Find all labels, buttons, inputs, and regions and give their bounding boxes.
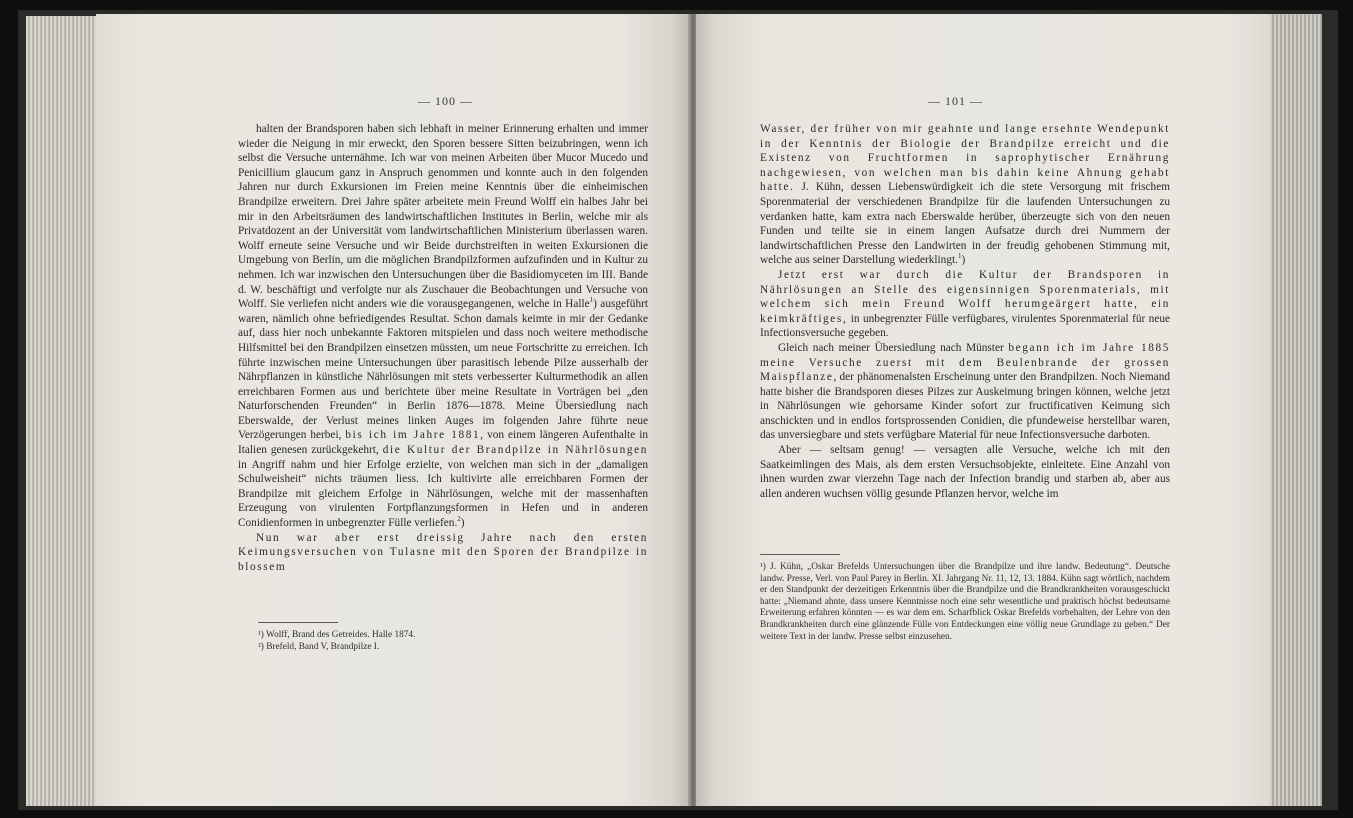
right-page (696, 14, 1270, 806)
left-paragraph (238, 122, 648, 531)
footnote-marker: 2 (457, 515, 461, 524)
spaced-text: bis ich im Jahre 1881 (345, 429, 481, 442)
text-run: Gleich nach meiner Übersiedlung nach Münster (778, 341, 1009, 354)
left-footnote-rule (258, 622, 338, 623)
right-page-body (760, 122, 1170, 501)
footnote-marker: 1 (957, 252, 962, 261)
text-run: halten der Brandsporen haben sich lebhaft in meiner Erinnerung erhalten und immer wieder die Neigung in mir erweckt, den Sporen bessere Sitten beizubringen, wenn ich selbst die Versuche unternähme. Ich war von meinen Arbeiten über Mucor Mucedo und Penicillium glaucum ganz in Anspruch genommen und konnte auch in den folgenden Jahren nur durch Exkursionen im Freien meine Kenntnis über die einheimischen Brandpilze erweitern. Drei Jahre später arbeitete mein Freund Wolff ein halbes Jahr bei mir in den Arbeitsräumen des landwirtschaftlichen Institutes in Berlin, welche mir als Privatdozent an der Universität vom landwirtschaftlichen Ministerium überlassen waren. Wolff erneute seine Versuche und wir Beide durchstreiften in weiten Exkursionen die Umgebung von Berlin, um die möglichen Brandpilzformen aufzufinden und in Kultur zu nehmen. Ich war inzwischen den Untersuchungen über die Basidiomyceten im III. Bande d. W. beschäftigt und verfolgte nur als Zuschauer die Beobachtungen und Versuche von Wolff. Sie verliefen nicht anders wie die vorausgegangenen, welche in Halle (238, 123, 648, 311)
footnote-2: ²) Brefeld, Band V, Brandpilze I. (258, 641, 380, 652)
spaced-text: Wasser, der früher von mir geahnte und lange ersehnte Wendepunkt in der Kenntnis der Biologie der Brandpilze erreicht und die Existenz von Fruchtformen in saprophytischer Ernährung nachgewiesen, von welchen man bis dahin keine Ahnung gehabt hatte. (760, 123, 1170, 194)
spaced-text: Nun war aber erst dreissig Jahre nach den ersten Keimungsversuchen von Tulasne mit den Sporen der Brandpilze in blossem (238, 531, 648, 573)
text-run: in unbegrenzter Fülle verfügbares, virulentes Sporenmaterial für neue Infectionsversuche gegeben. (760, 312, 1170, 340)
left-footnotes (258, 630, 558, 653)
right-page-edges (1262, 14, 1322, 806)
left-page (96, 14, 690, 806)
footnote-1: ¹) Wolff, Brand des Getreides. Halle 1874. (258, 630, 416, 640)
text-run: J. Kühn, dessen Liebenswürdigkeit ich die stete Versorgung mit frischem Sporenmaterial der verschiedenen Brandpilze für die laufenden Untersuchungen zu verdanken hatte, kam extra nach Eberswalde herüber, überzeugte sich von den neuen Funden und teilte sie in einem langen Aufsatze durch drei Nummern der landwirtschaftlichen Presse den Landwirten in der freudig gehobenen Stimmung mit, welche aus seiner Darstellung wiederklingt. (760, 181, 1170, 267)
right-page-number: — 101 — (928, 94, 983, 108)
text-run: ) ausgeführt waren, nämlich ohne befriedigendes Resultat. Schon damals keimte in mir der Gedanke auf, dass hier noch unbekannte Faktoren mitspielen und dass noch weitere methodische Hilfsmittel bei den Brandpilzen einsetzen müssten, um neue Fortschritte zu erreichen. Ich führte inzwischen meine Untersuchungen über parasitisch lebende Pilze ausserhalb der Nährpflanzen in künstliche Nährlösungen mit stets verbesserter Kulturmethodik an allen erreichbaren Formen aus und berichtete über meine Resultate in Vorträgen bei „den Naturforschenden Freunden“ in Berlin 1876—1878. Meine Übersiedlung nach Eberswalde, der Verlust meines linken Auges im folgenden Jahre führte neue Verzögerungen herbei, (238, 298, 648, 442)
right-paragraph (760, 341, 1170, 443)
right-footnote-rule (760, 554, 840, 555)
right-footnotes (760, 562, 1170, 643)
right-paragraph (760, 122, 1170, 268)
right-paragraph (760, 443, 1170, 501)
spaced-text: die Kultur der Brandpilze in Nährlösungen (382, 444, 648, 457)
text-run: in Angriff nahm und hier Erfolge erzielte, von welchen man sich in der „damaligen Schulweisheit“ nichts träumen liess. Ich kultivirte alle erreichbaren Formen der Brandpilze mit gleichem Erfolge in Nährlösungen, welche mit der massenhaften Erzeugung von virulenten Fortpflanzungsformen in Hefen und in anderen Conidienformen in unbegrenzter Fülle verliefen. (238, 458, 648, 530)
right-paragraph (760, 268, 1170, 341)
text-run: , der phänomenalsten Erscheinung unter den Brandpilzen. Noch Niemand hatte bisher die Brandsporen dieses Pilzes zur Auskeimung bringen können, welche jetzt in Nährlösungen wie gehorsame Kinder sofort zur fructificativen Keimung sich anschickten und in endlos fortsprossenden Conidien, die pfundeweise herstellbar waren, das unversiegbare und stets verfügbare Material für neue Infectionsversuche darboten. (760, 371, 1170, 442)
left-page-number: — 100 — (418, 94, 473, 108)
left-paragraph (238, 531, 648, 575)
left-page-body (238, 122, 648, 574)
left-page-edges (26, 16, 106, 806)
text-run: Aber — seltsam genug! — versagten alle Versuche, welche ich mit den Saatkeimlingen des Mais, als dem ersten Versuchsobjekte, einleitete. Eine Anzahl von ihnen wurden zwar vierzehn Tage nach der Infection brandig und starben ab, aber aus allen anderen wuchsen völlig gesunde Pflanzen hervor, welche im (760, 444, 1170, 500)
footnote-marker: 1 (589, 296, 594, 305)
spaced-text: begann ich im Jahre 1885 meine Versuche zuerst mit dem Beulenbrande der grossen Maispflanze (760, 341, 1170, 384)
text-run: , von einem längeren Aufenthalte in Italien genesen zurückgekehrt, (238, 429, 648, 457)
text-run: ) (961, 254, 966, 267)
footnote-kuehn: ¹) J. Kühn, „Oskar Brefelds Untersuchungen über die Brandpilze und ihre landw. Bedeutung“. Deutsche landw. Presse, Verl. von Paul Parey in Berlin. XI. Jahrgang Nr. 11, 12, 13. 1884. Kühn sagt wörtlich, nachdem er den Standpunkt der derzeitigen Erkenntnis über die Brandpilze und die Brandkrankheiten vorausgeschickt hatte: „Niemand ahnte, dass unsere Kenntnisse noch eine sehr wesentliche und praktisch höchst bedeutsame Erweiterung erfahren könnten — es war dem em. Scharfblick Oskar Brefelds vorbehalten, der Lehre von den Brandkrankheiten durch eine glänzende Fülle von Entdeckungen eine völlig neue Grundlage zu geben.“ Der weitere Text in der landw. Presse selbst einzusehen. (760, 562, 1170, 642)
spaced-text: Jetzt erst war durch die Kultur der Brandsporen in Nährlösungen an Stelle des eigensinnigen Sporenmaterials, mit welchem sich mein Freund Wolff herumgeärgert hatte, ein keimkräftiges, (760, 268, 1170, 325)
text-run: ) (460, 517, 465, 530)
